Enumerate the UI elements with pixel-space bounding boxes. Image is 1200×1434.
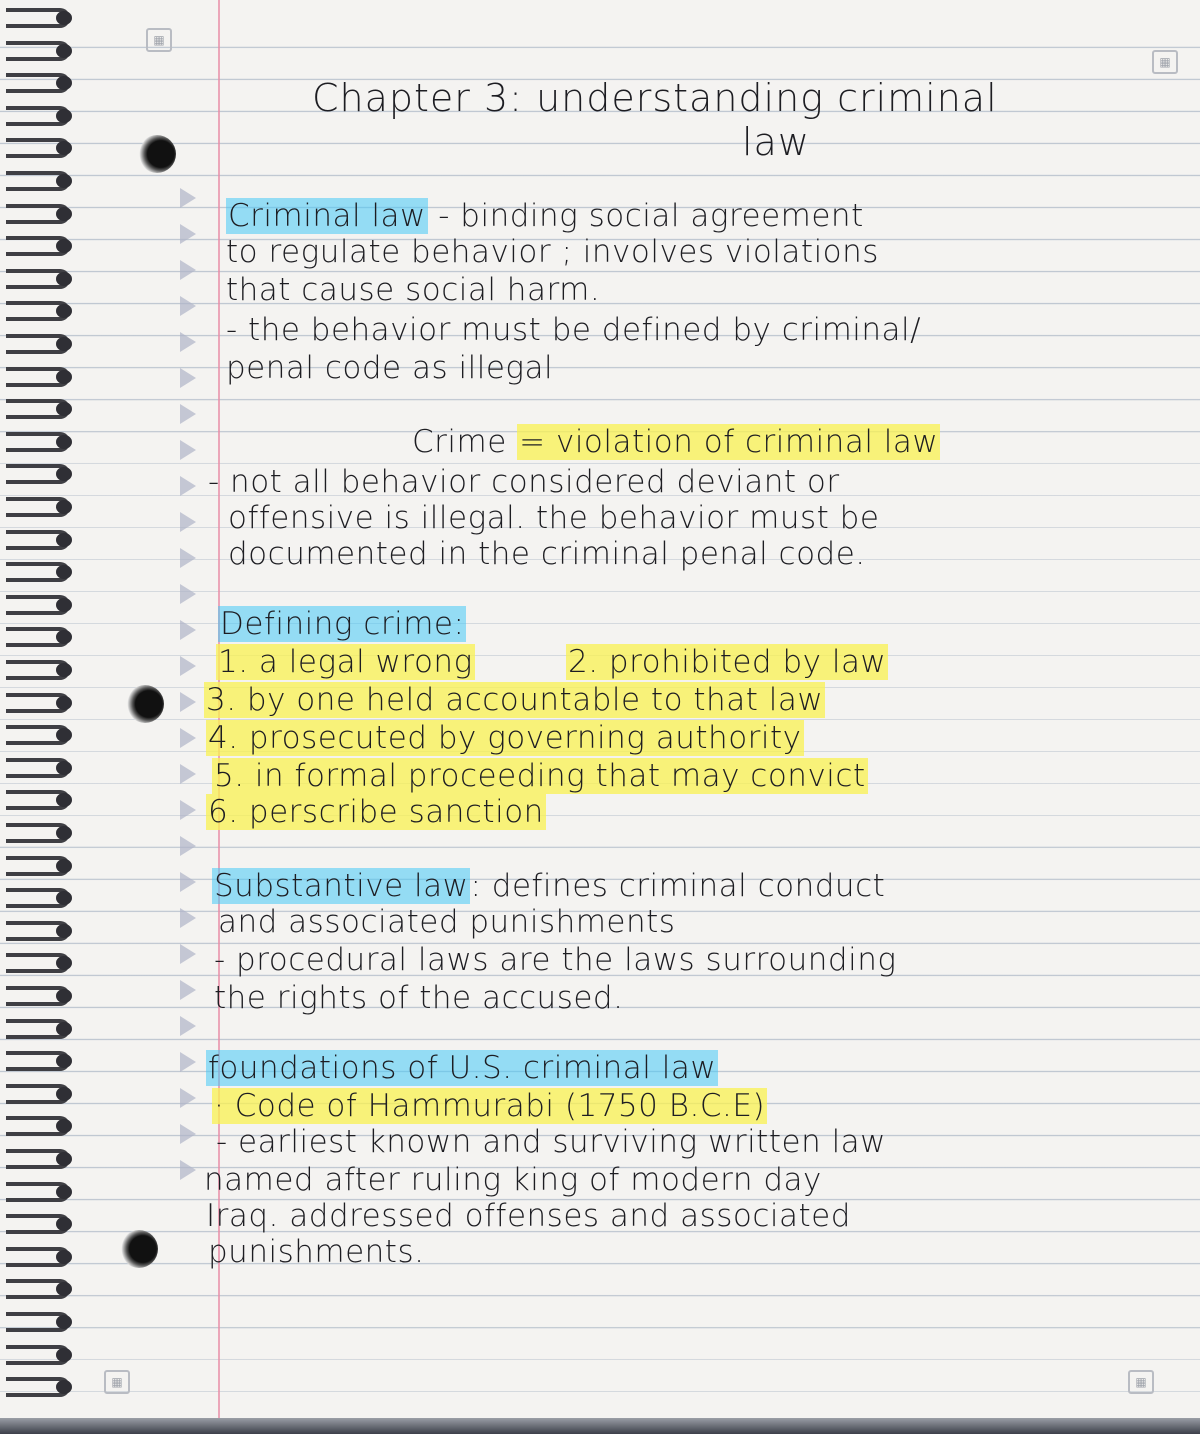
margin-triangle: [180, 1052, 196, 1072]
spiral-hole: [56, 793, 72, 807]
margin-triangle: [180, 908, 196, 928]
notebook-bottom-edge: [0, 1418, 1200, 1434]
spiral-hole: [56, 272, 72, 286]
spiral-hole: [56, 1119, 72, 1133]
spiral-hole: [56, 598, 72, 612]
foundations-line-4: named after ruling king of modern day: [204, 1162, 822, 1198]
spiral-hole: [56, 174, 72, 188]
margin-triangle: [180, 224, 196, 244]
spiral-hole: [56, 630, 72, 644]
substantive-law-line-3: - procedural laws are the laws surrounding: [214, 942, 897, 978]
margin-triangle: [180, 260, 196, 280]
foundations-line-3: - earliest known and surviving written law: [216, 1124, 887, 1160]
foundations-line-6: punishments.: [208, 1234, 425, 1270]
spiral-hole: [56, 304, 72, 318]
criminal-law-line-4: - the behavior must be defined by criminal/: [226, 312, 922, 348]
spiral-binding: [0, 0, 90, 1420]
defining-crime-item-1: 1. a legal wrong: [218, 644, 473, 680]
page-corner-icon-top-right: ▦: [1152, 50, 1178, 74]
margin-triangle: [180, 1124, 196, 1144]
spiral-hole: [56, 956, 72, 970]
spiral-hole: [56, 109, 72, 123]
spiral-hole: [56, 891, 72, 905]
spiral-hole: [56, 370, 72, 384]
spiral-hole: [56, 337, 72, 351]
defining-crime-heading: Defining crime:: [220, 606, 465, 642]
spiral-hole: [56, 1152, 72, 1166]
spiral-hole: [56, 1022, 72, 1036]
spiral-hole: [56, 859, 72, 873]
defining-crime-item-3: 3. by one held accountable to that law: [206, 682, 824, 718]
margin-triangle: [180, 872, 196, 892]
spiral-hole: [56, 44, 72, 58]
spiral-hole: [56, 728, 72, 742]
margin-triangle: [180, 332, 196, 352]
margin-triangle: [180, 656, 196, 676]
margin-triangle: [180, 296, 196, 316]
foundations-heading: foundations of U.S. criminal law: [208, 1050, 717, 1086]
spiral-hole: [56, 533, 72, 547]
spiral-hole: [56, 761, 72, 775]
spiral-hole: [56, 141, 72, 155]
substantive-law-term: Substantive law: [214, 868, 469, 904]
page-title-line-1: Chapter 3: understanding criminal: [312, 76, 998, 120]
crime-line-3: offensive is illegal. the behavior must be: [228, 500, 880, 536]
crime-definition-line: [412, 426, 940, 458]
margin-triangle: [180, 1016, 196, 1036]
hole-punch-top: [138, 135, 176, 173]
margin-triangle: [180, 764, 196, 784]
margin-triangle: [180, 692, 196, 712]
margin-triangle: [180, 980, 196, 1000]
crime-term: Crime: [412, 424, 507, 460]
spiral-hole: [56, 1348, 72, 1362]
criminal-law-line-3: that cause social harm.: [226, 272, 601, 308]
criminal-law-line-2: to regulate behavior ; involves violations: [226, 234, 879, 270]
spiral-hole: [56, 435, 72, 449]
defining-crime-item-5: 5. in formal proceeding that may convict: [214, 758, 866, 794]
substantive-law-line-1: Substantive law: defines criminal conduct: [214, 868, 886, 904]
substantive-law-line-2: and associated punishments: [218, 904, 676, 940]
page-corner-icon-bottom-left: ▦: [104, 1370, 130, 1394]
crime-definition: = violation of criminal law: [519, 424, 939, 460]
spiral-hole: [56, 11, 72, 25]
spiral-hole: [56, 239, 72, 253]
spiral-hole: [56, 924, 72, 938]
spiral-hole: [56, 1217, 72, 1231]
defining-crime-item-4: 4. prosecuted by governing authority: [208, 720, 802, 756]
spiral-hole: [56, 467, 72, 481]
margin-triangle: [180, 512, 196, 532]
spiral-hole: [56, 696, 72, 710]
hole-punch-bottom: [120, 1230, 158, 1268]
spiral-hole: [56, 663, 72, 677]
defining-crime-item-2: 2. prohibited by law: [568, 644, 887, 680]
margin-triangle: [180, 404, 196, 424]
margin-triangle: [180, 584, 196, 604]
criminal-law-definition: - binding social agreement: [427, 198, 864, 234]
margin-triangle: [180, 728, 196, 748]
page-corner-icon-top-left: ▦: [146, 28, 172, 52]
margin-triangle: [180, 440, 196, 460]
margin-triangle: [180, 944, 196, 964]
margin-triangle: [180, 476, 196, 496]
spiral-hole: [56, 826, 72, 840]
margin-triangle: [180, 800, 196, 820]
foundations-code-of-hammurabi: · Code of Hammurabi (1750 B.C.E): [214, 1088, 766, 1124]
hole-punch-middle: [126, 685, 164, 723]
spiral-hole: [56, 565, 72, 579]
spiral-hole: [56, 989, 72, 1003]
criminal-law-line-5: penal code as illegal: [226, 350, 554, 386]
page-corner-icon-bottom-right: ▦: [1128, 1370, 1154, 1394]
spiral-hole: [56, 1054, 72, 1068]
margin-triangle: [180, 368, 196, 388]
margin-triangle: [180, 1160, 196, 1180]
spiral-hole: [56, 500, 72, 514]
spiral-hole: [56, 207, 72, 221]
criminal-law-line-1: [226, 200, 864, 232]
margin-triangle: [180, 548, 196, 568]
spiral-hole: [56, 1380, 72, 1394]
spiral-hole: [56, 1250, 72, 1264]
spiral-hole: [56, 1185, 72, 1199]
margin-triangle: [180, 1088, 196, 1108]
criminal-law-term: Criminal law: [228, 198, 426, 234]
margin-triangle: [180, 620, 196, 640]
margin-triangle: [180, 188, 196, 208]
spiral-hole: [56, 402, 72, 416]
defining-crime-item-6: 6. perscribe sanction: [208, 794, 544, 830]
crime-line-2: - not all behavior considered deviant or: [208, 464, 840, 500]
substantive-law-line-4: the rights of the accused.: [214, 980, 624, 1016]
crime-line-4: documented in the criminal penal code.: [228, 536, 866, 572]
margin-triangle: [180, 836, 196, 856]
spiral-hole: [56, 1087, 72, 1101]
spiral-hole: [56, 1315, 72, 1329]
spiral-hole: [56, 1282, 72, 1296]
page-title-line-2: law: [742, 120, 810, 164]
foundations-line-5: Iraq. addressed offenses and associated: [206, 1198, 851, 1234]
spiral-hole: [56, 76, 72, 90]
